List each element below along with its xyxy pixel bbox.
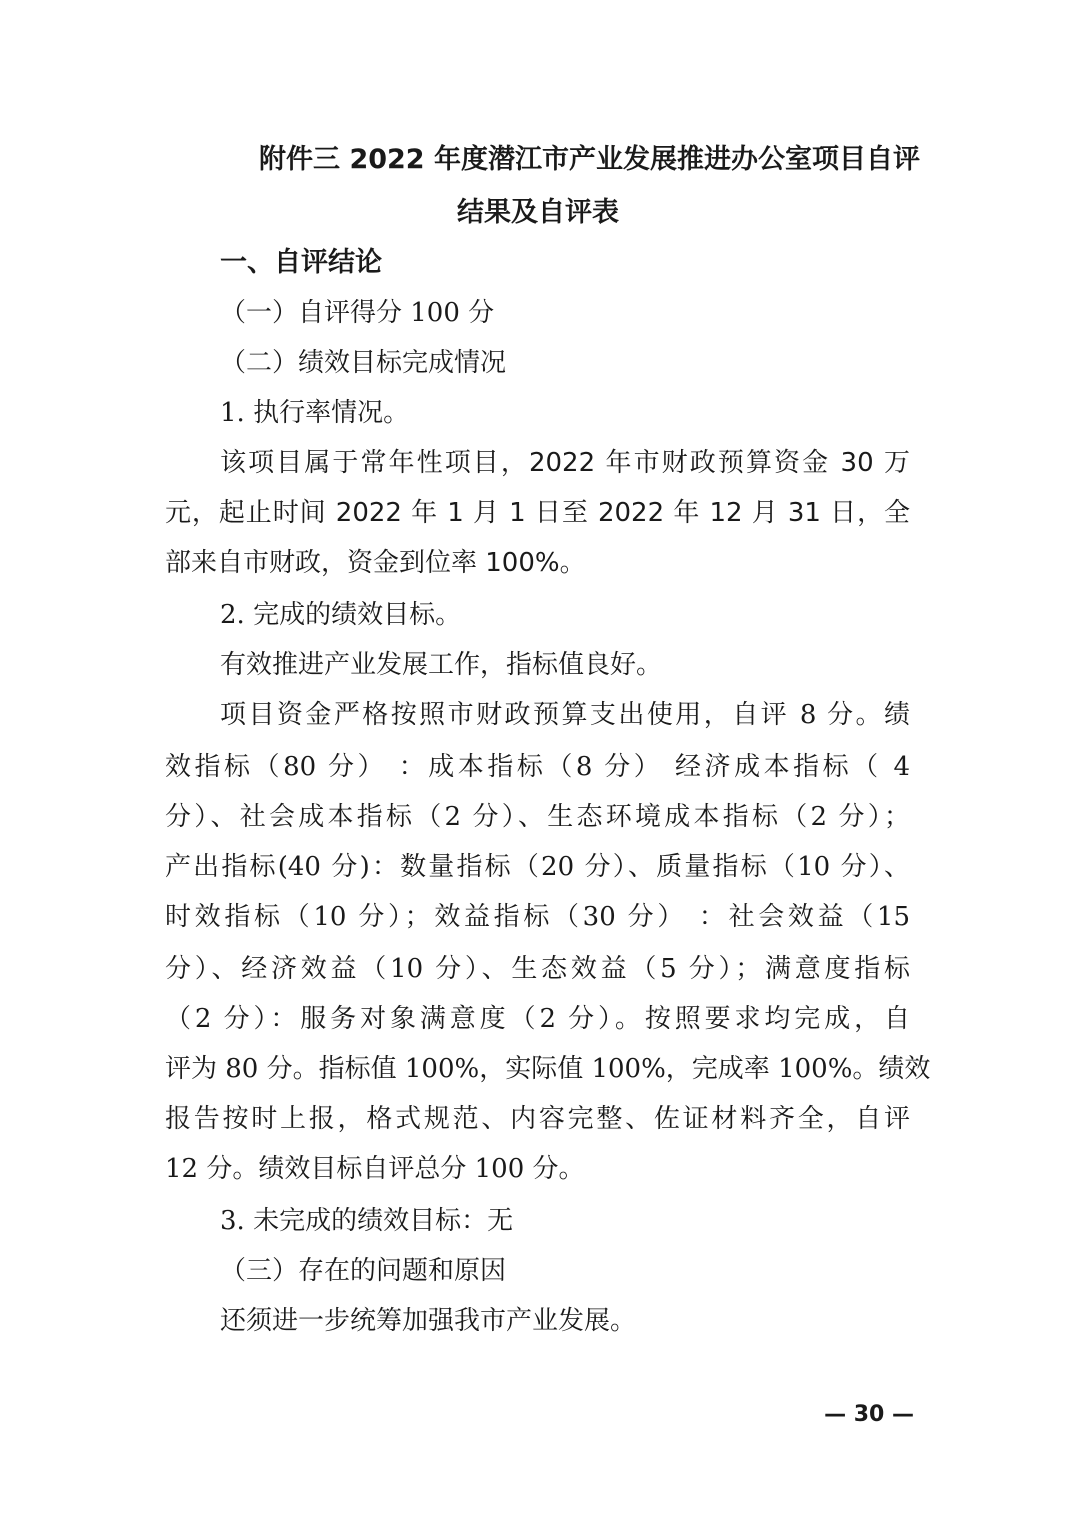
paragraph-line: 12 分。绩效目标自评总分 100 分。 [165, 1154, 585, 1184]
paragraph-line: 产出指标(40 分)：数量指标（20 分）、质量指标（10 分）、 [165, 852, 910, 882]
paragraph-line: 分）、经济效益（10 分）、生态效益（5 分）；满意度指标 [165, 954, 910, 984]
paragraph-line: 时效指标（10 分）；效益指标（30 分） ：社会效益（15 [165, 902, 910, 932]
subsection-heading: （三）存在的问题和原因 [220, 1256, 507, 1286]
paragraph-line: （2 分）：服务对象满意度（2 分）。按照要求均完成，自 [165, 1004, 910, 1034]
paragraph-line: 还须进一步统筹加强我市产业发展。 [220, 1306, 637, 1336]
section-heading: 一、自评结论 [220, 247, 382, 278]
paragraph-line: 分）、社会成本指标（2 分）、生态环境成本指标（2 分）； [165, 802, 910, 832]
page-number: — 30 — [824, 1402, 914, 1427]
list-item-heading: 1. 执行率情况。 [220, 398, 410, 428]
document-title-line-2: 结果及自评表 [457, 197, 619, 228]
paragraph-line: 有效推进产业发展工作，指标值良好。 [220, 650, 663, 680]
subsection-heading: （二）绩效目标完成情况 [220, 348, 507, 378]
document-title-line-1: 附件三 2022 年度潜江市产业发展推进办公室项目自评 [259, 144, 920, 175]
list-item-heading: 2. 完成的绩效目标。 [220, 600, 462, 630]
paragraph-line: 部来自市财政，资金到位率 100%。 [165, 548, 586, 578]
paragraph-line: 报告按时上报，格式规范、内容完整、佐证材料齐全，自评 [165, 1104, 910, 1134]
paragraph-line: 评为 80 分。指标值 100%，实际值 100%，完成率 100%。绩效 [165, 1054, 931, 1084]
paragraph-line: 该项目属于常年性项目，2022 年市财政预算资金 30 万 [220, 448, 910, 478]
paragraph-line: 元，起止时间 2022 年 1 月 1 日至 2022 年 12 月 31 日，全 [165, 498, 910, 528]
list-item-heading: 3. 未完成的绩效目标：无 [220, 1206, 514, 1236]
paragraph-line: 项目资金严格按照市财政预算支出使用，自评 8 分。绩 [220, 700, 910, 730]
paragraph-line: 效指标（80 分） ：成本指标（8 分） 经济成本指标（ 4 [165, 752, 910, 782]
self-score-line: （一）自评得分 100 分 [220, 298, 495, 328]
